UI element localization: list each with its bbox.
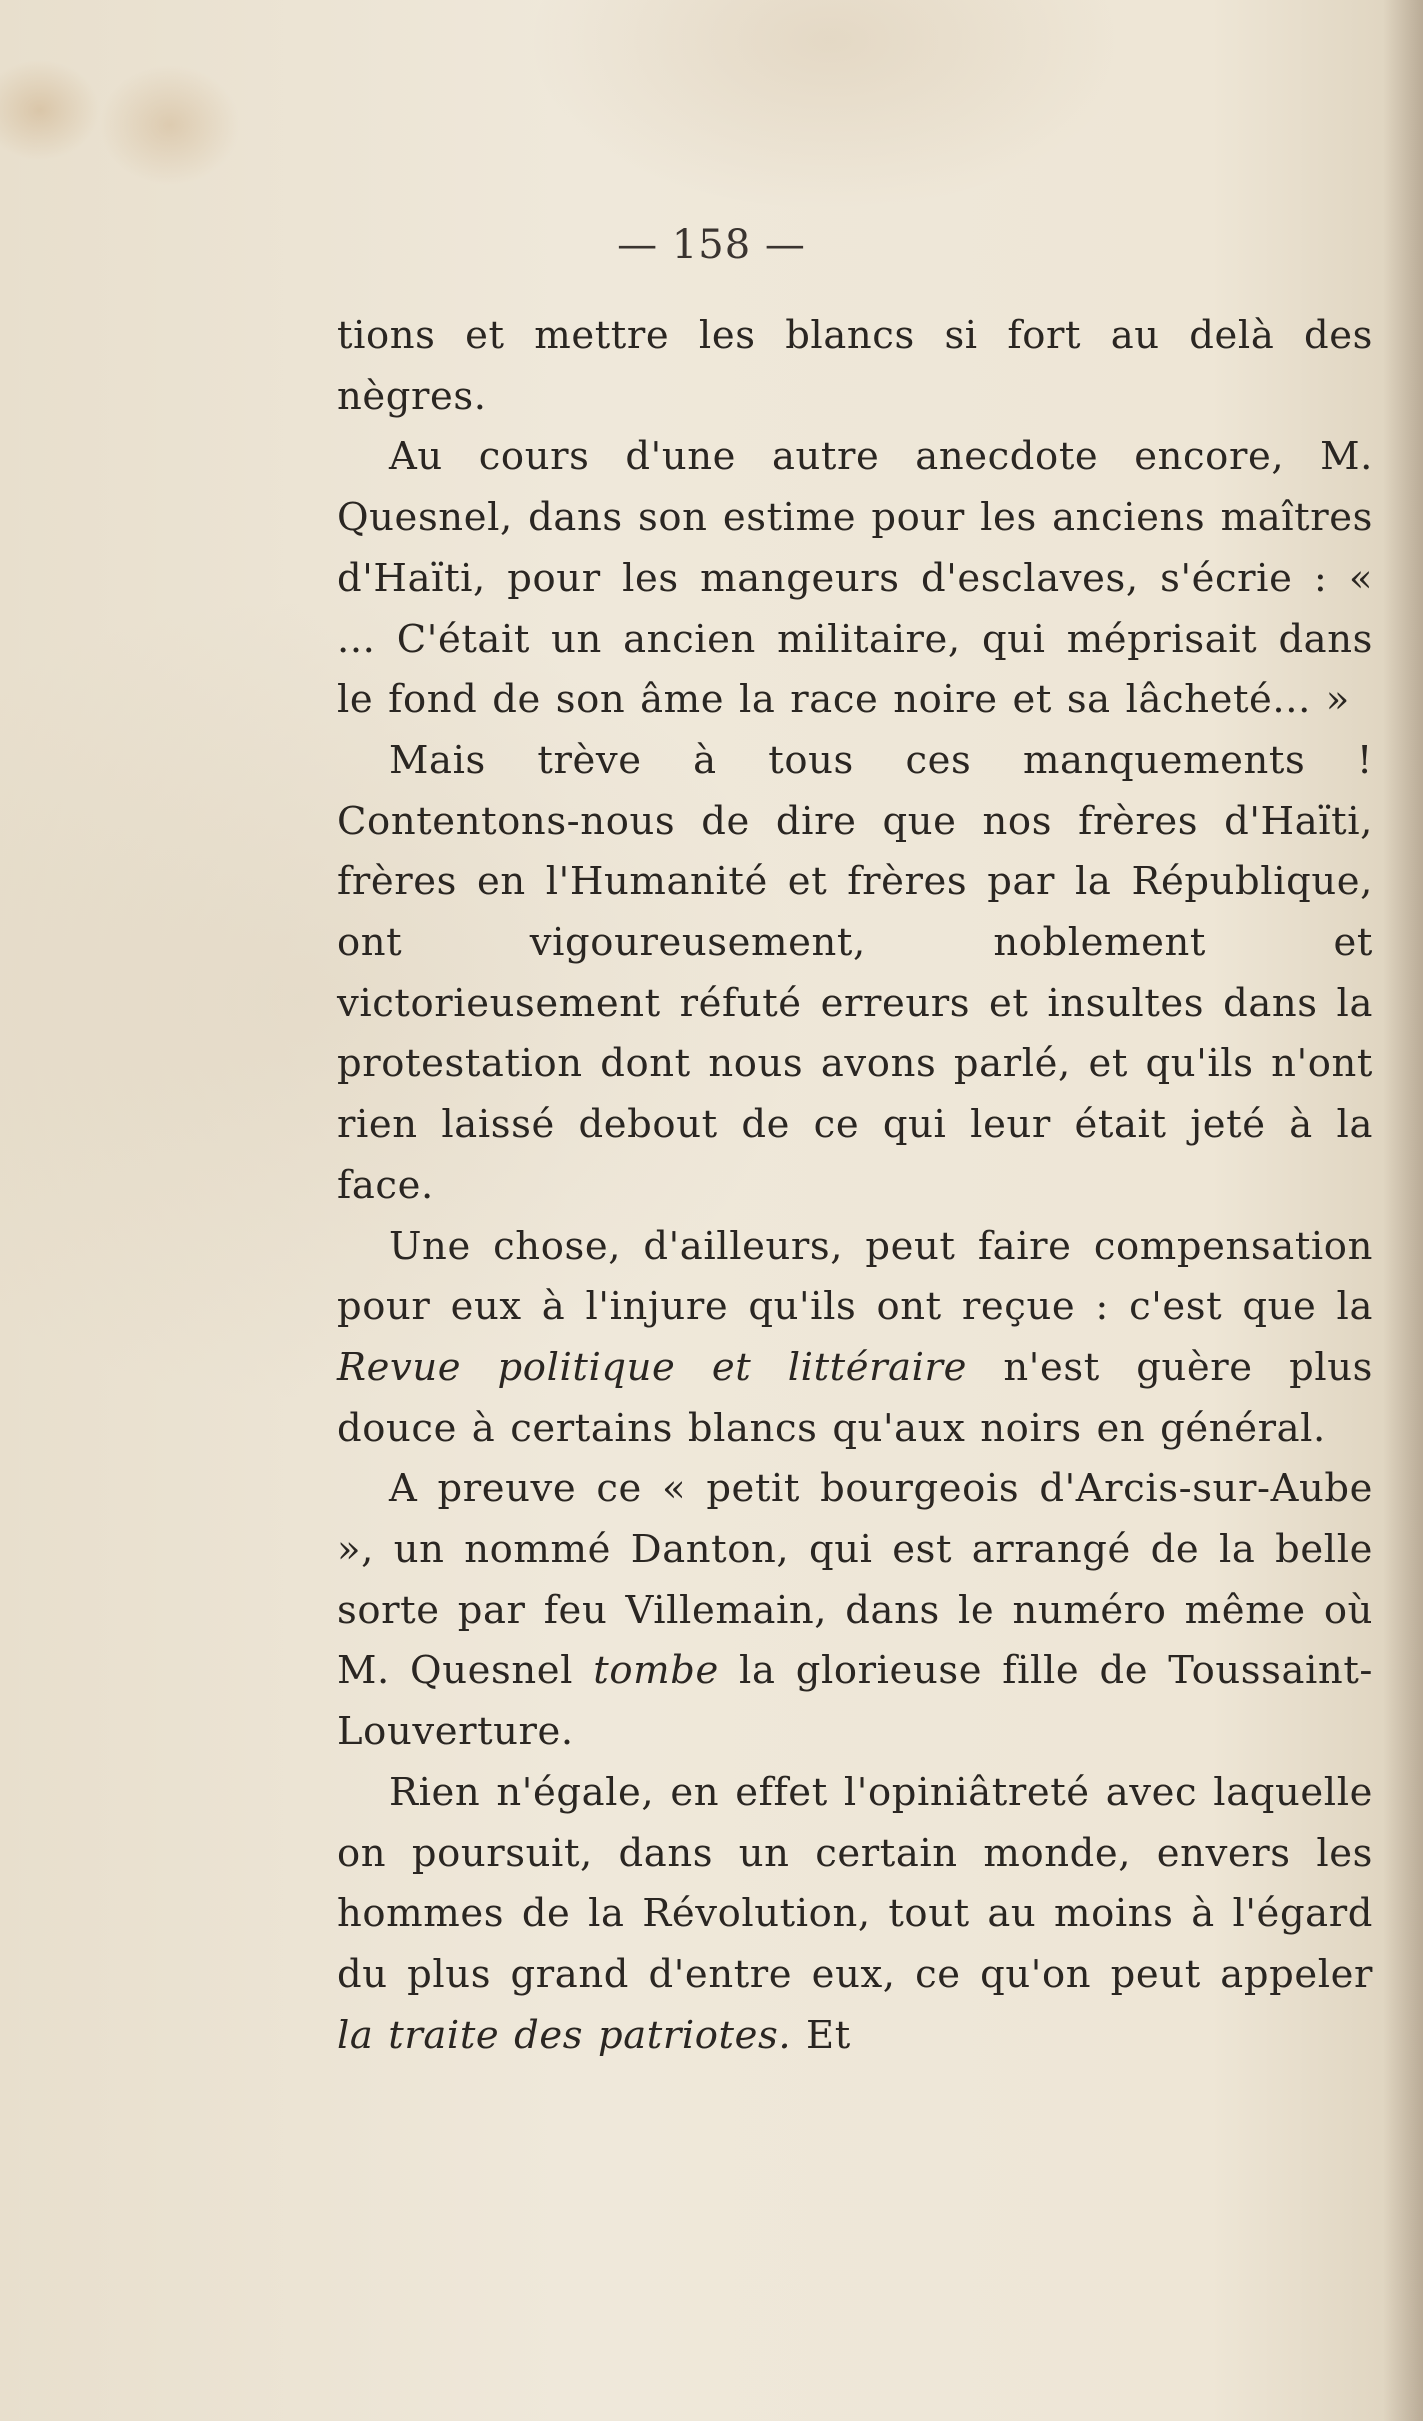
- page-number: — 158 —: [617, 222, 806, 268]
- paragraph-6-text: Rien n'égale, en effet l'opiniâtreté avec laquelle on poursuit, dans un certain monde, envers les hommes de la Révolution, tout au moins à l'égard du plus grand d'entre eux, ce qu'on peut appeler: [337, 1769, 1373, 1997]
- paragraph-3: [337, 731, 1373, 1217]
- paragraph-4: [337, 1217, 1373, 1460]
- italic-word-tombe: tombe: [593, 1648, 719, 1694]
- paragraph-2: [337, 427, 1373, 731]
- italic-phrase-traite: la traite des patriotes.: [337, 2012, 792, 2058]
- paragraph-5-text: A preuve ce « petit bourgeois d'Arcis-sur-Aube », un nommé Danton, qui est arrangé de la belle sorte par feu Villemain, dans le numéro même où M. Quesnel: [337, 1466, 1373, 1694]
- paragraph-5-text-end: la glorieuse fille de Toussaint-Louverture.: [337, 1648, 1373, 1755]
- paragraph-3-text: Mais trève à tous ces manquements ! Contentons-nous de dire que nos frères d'Haïti, frères en l'Humanité et frères par la République, ont vigoureusement, noblement et victorieusement réfuté erreurs et insultes dans la protestation dont nous avons parlé, et qu'ils n'ont rien laissé debout de ce qui leur était jeté à la face.: [337, 737, 1373, 1208]
- spine-shadow: [1383, 0, 1423, 2421]
- paragraph-6-text-end: Et: [791, 2012, 851, 2058]
- paragraph-5: [337, 1459, 1373, 1763]
- journal-title: Revue politique et littéraire: [337, 1344, 967, 1390]
- paragraph-4-text: Une chose, d'ailleurs, peut faire compensation pour eux à l'injure qu'ils ont reçue : c'est que la: [337, 1223, 1373, 1330]
- paragraph-1-text: tions et mettre les blancs si fort au delà des nègres.: [337, 313, 1373, 419]
- paragraph-1: [337, 306, 1373, 427]
- paragraph-2-text: Au cours d'une autre anecdote encore, M. Quesnel, dans son estime pour les anciens maîtres d'Haïti, pour les mangeurs d'esclaves, s'écrie : « ... C'était un ancien militaire, qui méprisait dans le fond de son âme la race noire et sa lâcheté... »: [337, 434, 1373, 723]
- paragraph-4-text-end: n'est guère plus douce à certains blancs qu'aux noirs en général.: [337, 1344, 1373, 1451]
- body-text: [337, 306, 1373, 2066]
- paragraph-6: [337, 1763, 1373, 2067]
